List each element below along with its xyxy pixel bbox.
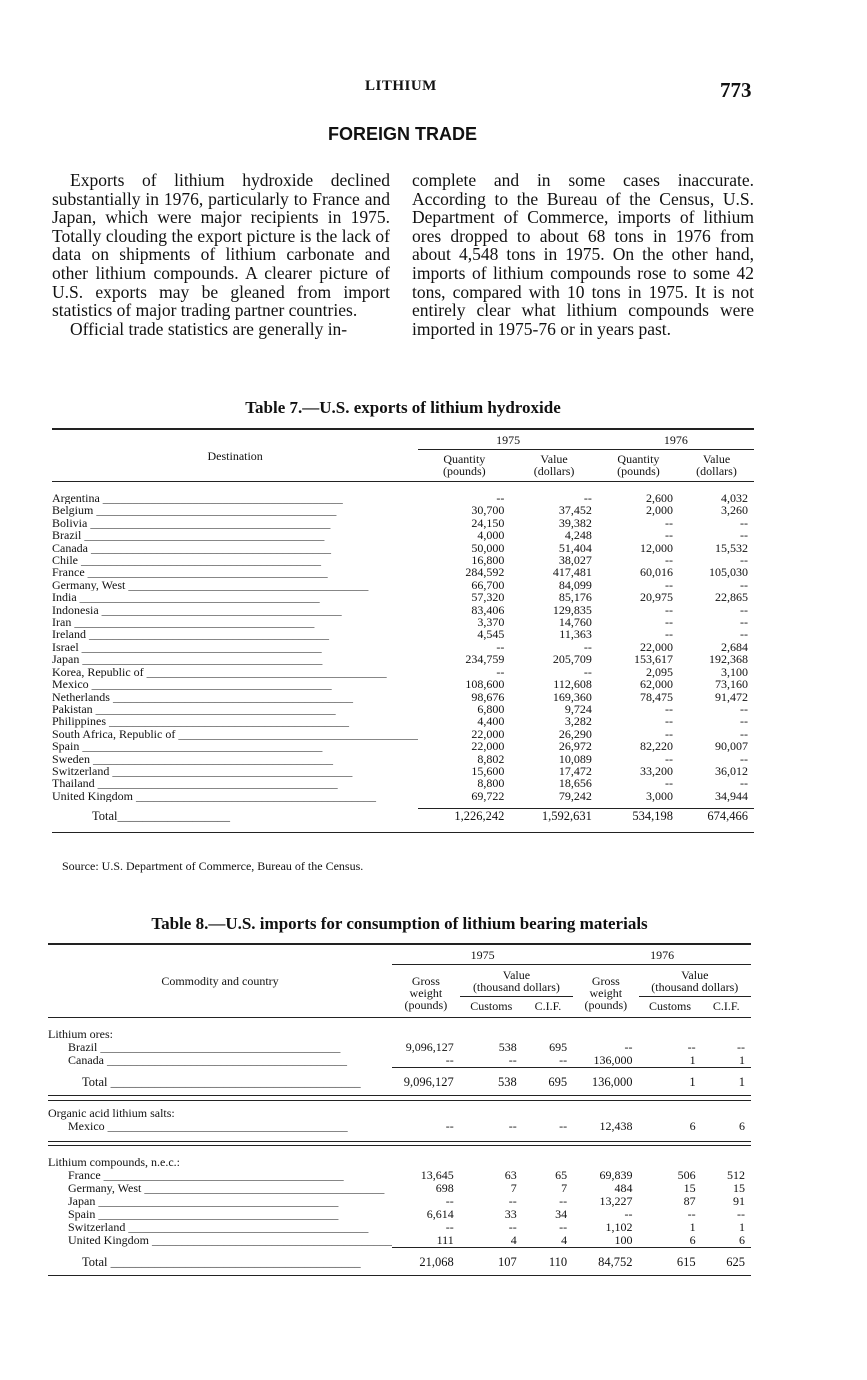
- table-cell: 4,032: [721, 491, 748, 505]
- table-cell: 506: [677, 1168, 696, 1182]
- table-cell: 4,000: [477, 528, 505, 543]
- table-cell: --: [559, 1119, 568, 1133]
- header-gross-weight: Gross weight (pounds): [573, 965, 638, 1018]
- table-cell: 108,600: [465, 677, 505, 692]
- table-cell: 73,160: [715, 677, 748, 692]
- table-cell: --: [508, 1194, 517, 1208]
- table8-title: Table 8.—U.S. imports for consumption of lithium bearing materials: [151, 914, 648, 933]
- group-label: Organic acid lithium salts:: [48, 1106, 175, 1120]
- row-label: Mexico ________________________________________: [52, 678, 332, 691]
- table-cell: 18,656: [558, 776, 592, 791]
- group-label: Lithium ores:: [48, 1027, 113, 1041]
- col-commodity: Commodity and country: [48, 944, 392, 1018]
- table-cell: 33: [504, 1207, 517, 1221]
- table-cell: 33,200: [640, 763, 673, 778]
- row-label: Total ________________________________________: [82, 1254, 361, 1269]
- table-cell: --: [665, 627, 673, 642]
- row-label: Ireland ________________________________________: [52, 628, 329, 641]
- table-cell: --: [665, 776, 673, 791]
- table-cell: 90,007: [715, 739, 748, 754]
- row-label: Japan ________________________________________: [68, 1195, 339, 1208]
- table-cell: --: [665, 515, 673, 530]
- table8: [48, 943, 751, 1279]
- table-cell: 62,000: [640, 677, 673, 692]
- table-cell: 234,759: [465, 652, 505, 667]
- table-cell: --: [687, 1207, 696, 1221]
- paragraph: Exports of lithium hydroxide declined substantially in 1976, particularly to France and Japan, which were major recipients in 1975. Totally clouding the export picture is the lack of data on shipments of lithium carbonate and other lithium compounds. A clearer picture of U.S. exports may be gleaned from import statistics of major trading partner countries.: [52, 170, 390, 321]
- table-cell: 22,000: [471, 726, 505, 741]
- table-cell: 6,800: [477, 701, 505, 716]
- table-cell: 26,972: [558, 739, 592, 754]
- row-label: Mexico ________________________________________: [68, 1120, 348, 1133]
- table-cell: 205,709: [552, 652, 592, 667]
- table-cell: --: [665, 577, 673, 592]
- table-cell: 37,452: [558, 503, 592, 518]
- row-label: France ________________________________________: [68, 1169, 344, 1182]
- header-customs: Customs: [639, 997, 702, 1018]
- table-cell: 36,012: [715, 763, 748, 778]
- table-cell: --: [740, 528, 748, 543]
- row-label: Thailand ________________________________________: [52, 777, 338, 790]
- row-label: Canada ________________________________________: [52, 541, 331, 555]
- table-cell: 63: [504, 1168, 517, 1182]
- row-label: Switzerland ________________________________________: [52, 764, 353, 778]
- table-cell: 512: [727, 1168, 745, 1182]
- table-cell: 79,242: [558, 788, 592, 803]
- table-cell: 69,722: [471, 788, 505, 803]
- total-cell: 674,466: [679, 809, 754, 833]
- table-cell: 9,724: [564, 701, 592, 716]
- table-cell: 57,320: [471, 590, 505, 605]
- table-cell: --: [496, 664, 505, 679]
- header-customs: Customs: [460, 997, 523, 1018]
- total-cell: 615: [639, 1248, 702, 1276]
- table-cell: --: [665, 726, 673, 741]
- header-cif: C.I.F.: [702, 997, 751, 1018]
- total-cell: 695: [523, 1068, 573, 1096]
- row-label: Sweden ________________________________________: [52, 752, 333, 765]
- row-label: United Kingdom ________________________________________: [68, 1234, 392, 1248]
- row-label: Belgium ________________________________________: [52, 504, 337, 517]
- table-cell: --: [559, 1194, 568, 1208]
- table-cell: --: [665, 701, 673, 716]
- row-label: Netherlands ________________________________________: [52, 690, 353, 703]
- table-cell: --: [740, 602, 748, 617]
- table-cell: 20,975: [640, 590, 673, 605]
- table-cell: 91,472: [715, 689, 748, 704]
- table-cell: 15,532: [715, 540, 748, 555]
- table-cell: 284,592: [465, 565, 505, 580]
- table-cell: 105,030: [709, 565, 748, 580]
- table-cell: 84,099: [558, 577, 592, 592]
- table-cell: 69,839: [599, 1168, 633, 1182]
- row-label: Argentina ________________________________________: [52, 492, 343, 505]
- table-cell: --: [445, 1194, 454, 1208]
- table-cell: --: [445, 1053, 454, 1067]
- table-row: [52, 740, 754, 752]
- col-destination: Destination: [52, 429, 418, 482]
- header-quantity: Quantity (pounds): [598, 450, 679, 482]
- table-cell: 39,382: [558, 515, 592, 530]
- table-cell: --: [559, 1053, 568, 1067]
- table-cell: --: [740, 627, 748, 642]
- table-row: [52, 566, 754, 578]
- row-label: United Kingdom ________________________________________: [52, 789, 376, 803]
- table-cell: 10,089: [558, 751, 592, 766]
- table-cell: 3,100: [721, 664, 748, 679]
- table7-source: Source: U.S. Department of Commerce, Bureau of the Census.: [62, 859, 364, 873]
- row-label: India ________________________________________: [52, 591, 320, 604]
- table-cell: --: [508, 1220, 517, 1234]
- total-cell: 1,226,242: [418, 809, 510, 833]
- table-row: [52, 691, 754, 703]
- table-row: [52, 616, 754, 628]
- table-cell: 695: [549, 1040, 568, 1054]
- table-row: [52, 703, 754, 715]
- year-1975: 1975: [418, 429, 598, 450]
- row-label: Chile ________________________________________: [52, 554, 321, 567]
- table-cell: 15: [683, 1181, 696, 1195]
- table-cell: 66,700: [471, 577, 505, 592]
- table-cell: 15: [733, 1181, 745, 1195]
- table-row: [52, 653, 754, 665]
- table-cell: 65: [555, 1168, 568, 1182]
- table-cell: --: [496, 491, 505, 505]
- table-cell: 1: [739, 1053, 745, 1067]
- table-cell: 82,220: [640, 739, 673, 754]
- table7-total-row: [52, 809, 754, 833]
- table-cell: --: [445, 1220, 454, 1234]
- table-cell: --: [665, 615, 673, 630]
- table-cell: --: [740, 776, 748, 791]
- paragraph: complete and in some cases inaccurate. According to the Bureau of the Census, U.S. Department of Commerce, imports of lithium ores dropped to about 68 tons in 1976 from about 4,548 tons in 1975. On the other hand, imports of lithium compounds rose to some 42 tons, compared with 10 tons in 1975. It is not entirely clear what lithium compounds were imported in 1975-76 or in years past.: [412, 170, 754, 339]
- table-row: [52, 517, 754, 529]
- table-cell: 30,700: [471, 503, 505, 518]
- table-row: [48, 1182, 751, 1195]
- total-cell: 1: [702, 1068, 751, 1096]
- total-row: [48, 1248, 751, 1276]
- header-value: Value (thousand dollars): [639, 965, 751, 997]
- header-quantity: Quantity (pounds): [418, 450, 510, 482]
- table-cell: 1: [739, 1220, 745, 1234]
- row-label: South Africa, Republic of ________________________________________: [52, 727, 419, 741]
- row-label: Spain ________________________________________: [68, 1208, 339, 1221]
- row-label: Philippines ________________________________________: [52, 715, 350, 728]
- table-cell: --: [624, 1207, 633, 1221]
- table-cell: --: [737, 1040, 745, 1054]
- table-cell: --: [740, 701, 748, 716]
- table-cell: --: [740, 726, 748, 741]
- row-label: Germany, West ________________________________________: [68, 1182, 385, 1195]
- row-label: Pakistan ________________________________________: [52, 702, 336, 716]
- table-cell: 6: [689, 1233, 696, 1247]
- table-cell: 484: [614, 1181, 633, 1195]
- table-cell: 3,282: [564, 714, 592, 729]
- page-number: 773: [720, 78, 752, 102]
- table-cell: --: [740, 615, 748, 630]
- table-cell: 17,472: [558, 763, 592, 778]
- table-cell: 22,865: [715, 590, 748, 605]
- table-cell: 13,227: [599, 1194, 633, 1208]
- table-cell: 13,645: [420, 1168, 454, 1182]
- table-cell: --: [665, 602, 673, 617]
- row-label: Bolivia ________________________________________: [52, 516, 331, 530]
- table-row: [48, 1169, 751, 1182]
- table-row: [48, 1054, 751, 1068]
- table-cell: --: [740, 553, 748, 568]
- table-row: [52, 542, 754, 554]
- row-label: Brazil ________________________________________: [52, 529, 325, 542]
- table-cell: --: [583, 664, 592, 679]
- row-label: Brazil ________________________________________: [68, 1041, 341, 1054]
- header-cif: C.I.F.: [523, 997, 573, 1018]
- table-cell: --: [740, 751, 748, 766]
- table-cell: 87: [683, 1194, 696, 1208]
- table-cell: 60,016: [640, 565, 673, 580]
- total-cell: 1: [639, 1068, 702, 1096]
- table-row: [52, 604, 754, 616]
- table-cell: 78,475: [640, 689, 673, 704]
- table-cell: --: [445, 1119, 454, 1133]
- table-cell: 2,600: [646, 491, 673, 505]
- table-cell: 12,000: [640, 540, 673, 555]
- row-label: Korea, Republic of ________________________________________: [52, 665, 387, 679]
- total-cell: 136,000: [573, 1068, 638, 1096]
- table-row: [48, 1208, 751, 1221]
- row-label: Israel ________________________________________: [52, 640, 322, 654]
- table-cell: 112,608: [553, 677, 592, 692]
- table-cell: 26,290: [558, 726, 592, 741]
- table-row: [48, 1221, 751, 1234]
- total-cell: 110: [523, 1248, 573, 1276]
- total-cell: 1,592,631: [510, 809, 598, 833]
- running-head: LITHIUM: [365, 78, 437, 94]
- total-cell: 107: [460, 1248, 523, 1276]
- table-cell: --: [508, 1119, 517, 1133]
- header-value: Value (dollars): [679, 450, 754, 482]
- total-cell: 534,198: [598, 809, 679, 833]
- year-1975: 1975: [392, 944, 573, 965]
- table-cell: --: [559, 1220, 568, 1234]
- table-cell: 22,000: [640, 639, 673, 654]
- table-cell: 2,684: [721, 639, 748, 654]
- table-cell: 136,000: [593, 1053, 633, 1067]
- table-row: [48, 1195, 751, 1208]
- table-cell: 192,368: [709, 652, 748, 667]
- row-label: Germany, West ________________________________________: [52, 578, 369, 592]
- table-row: [48, 1041, 751, 1054]
- table-row: [52, 715, 754, 727]
- row-label: Iran ________________________________________: [52, 616, 315, 629]
- table-cell: 111: [436, 1233, 454, 1247]
- group-label: Lithium compounds, n.e.c.:: [48, 1155, 180, 1169]
- table-cell: 34: [555, 1207, 568, 1221]
- table-row: [52, 765, 754, 777]
- table-cell: --: [583, 491, 592, 505]
- table-cell: 4: [510, 1233, 517, 1247]
- table-cell: --: [665, 751, 673, 766]
- table-cell: 8,800: [477, 776, 505, 791]
- table-cell: 129,835: [552, 602, 592, 617]
- total-cell: 21,068: [392, 1248, 460, 1276]
- table-cell: --: [740, 577, 748, 592]
- table-row: [52, 790, 754, 802]
- row-label: France ________________________________________: [52, 566, 328, 579]
- table-cell: 2,000: [646, 503, 673, 518]
- row-label: Switzerland ________________________________________: [68, 1221, 369, 1234]
- table-row: [52, 591, 754, 603]
- table-cell: 91: [733, 1194, 745, 1208]
- table-cell: 16,800: [471, 553, 505, 568]
- total-cell: 538: [460, 1068, 523, 1096]
- table-cell: 15,600: [471, 763, 505, 778]
- table-cell: 4: [561, 1233, 568, 1247]
- table-cell: 98,676: [471, 689, 505, 704]
- header-gross-weight: Gross weight (pounds): [392, 965, 460, 1018]
- table-cell: --: [740, 714, 748, 729]
- header-value: Value (dollars): [510, 450, 598, 482]
- row-label: Indonesia ________________________________________: [52, 603, 342, 617]
- total-label: Total__________________: [52, 809, 418, 833]
- table-cell: 4,248: [564, 528, 592, 543]
- total-cell: 84,752: [573, 1248, 638, 1276]
- table-row: [48, 1120, 751, 1133]
- table-cell: 4,545: [477, 627, 505, 642]
- table-cell: 698: [435, 1181, 454, 1195]
- table-cell: 1: [689, 1220, 696, 1234]
- table7-title: Table 7.—U.S. exports of lithium hydroxide: [245, 398, 561, 417]
- row-label: Total ________________________________________: [82, 1074, 361, 1089]
- table-cell: 1: [689, 1053, 696, 1067]
- table-row: [52, 678, 754, 690]
- table-cell: 4,400: [477, 714, 505, 729]
- year-1976: 1976: [573, 944, 751, 965]
- table-row: [52, 628, 754, 640]
- table-cell: --: [665, 528, 673, 543]
- text-column-right: [412, 171, 754, 338]
- table-cell: --: [665, 714, 673, 729]
- table-cell: --: [496, 639, 505, 654]
- table-cell: 417,481: [552, 565, 592, 580]
- table-cell: 24,150: [471, 515, 505, 530]
- table-cell: --: [737, 1207, 745, 1221]
- table-cell: 51,404: [558, 540, 592, 555]
- table-cell: --: [624, 1040, 633, 1054]
- section-title: FOREIGN TRADE: [327, 124, 477, 144]
- table-cell: 3,000: [646, 788, 673, 803]
- table-cell: 153,617: [634, 652, 673, 667]
- table-row: [52, 529, 754, 541]
- total-cell: 9,096,127: [392, 1068, 460, 1096]
- table-cell: 9,096,127: [405, 1040, 454, 1054]
- table-cell: 3,260: [721, 503, 748, 518]
- table-cell: 6: [739, 1233, 745, 1247]
- year-1976: 1976: [598, 429, 754, 450]
- table-row: [52, 777, 754, 789]
- text-column-left: [52, 171, 390, 338]
- table-cell: 6: [739, 1119, 745, 1133]
- table-cell: --: [508, 1053, 517, 1067]
- table-cell: 100: [614, 1233, 633, 1247]
- table-cell: 1,102: [605, 1220, 633, 1234]
- table-cell: 3,370: [477, 615, 505, 630]
- table-cell: 83,406: [471, 602, 505, 617]
- header-value: Value (thousand dollars): [460, 965, 573, 997]
- table-row: [52, 504, 754, 516]
- paragraph: Official trade statistics are generally in-: [70, 318, 348, 339]
- table-cell: 6: [689, 1119, 696, 1133]
- table-cell: 34,944: [715, 788, 748, 803]
- table-cell: 169,360: [552, 689, 592, 704]
- table-cell: 50,000: [471, 540, 505, 555]
- table-cell: --: [665, 553, 673, 568]
- table-cell: 11,363: [559, 627, 592, 642]
- table-cell: 14,760: [558, 615, 592, 630]
- table-cell: 7: [510, 1181, 517, 1195]
- row-label: Spain ________________________________________: [52, 740, 323, 753]
- table-cell: 8,802: [477, 751, 505, 766]
- table7: [52, 428, 754, 833]
- table-cell: 2,095: [646, 664, 673, 679]
- table-cell: 38,027: [558, 553, 592, 568]
- table-cell: 7: [561, 1181, 568, 1195]
- table-cell: --: [740, 515, 748, 530]
- total-cell: 625: [702, 1248, 751, 1276]
- table-cell: 22,000: [471, 739, 505, 754]
- table-cell: 12,438: [599, 1119, 633, 1133]
- table-cell: --: [687, 1040, 696, 1054]
- table-cell: 6,614: [426, 1207, 454, 1221]
- table-cell: 538: [498, 1040, 517, 1054]
- table-cell: 85,176: [558, 590, 592, 605]
- row-label: Canada ________________________________________: [68, 1054, 347, 1068]
- row-label: Japan ________________________________________: [52, 653, 323, 666]
- table-cell: --: [583, 639, 592, 654]
- table-row: [48, 1234, 751, 1248]
- total-row: [48, 1068, 751, 1096]
